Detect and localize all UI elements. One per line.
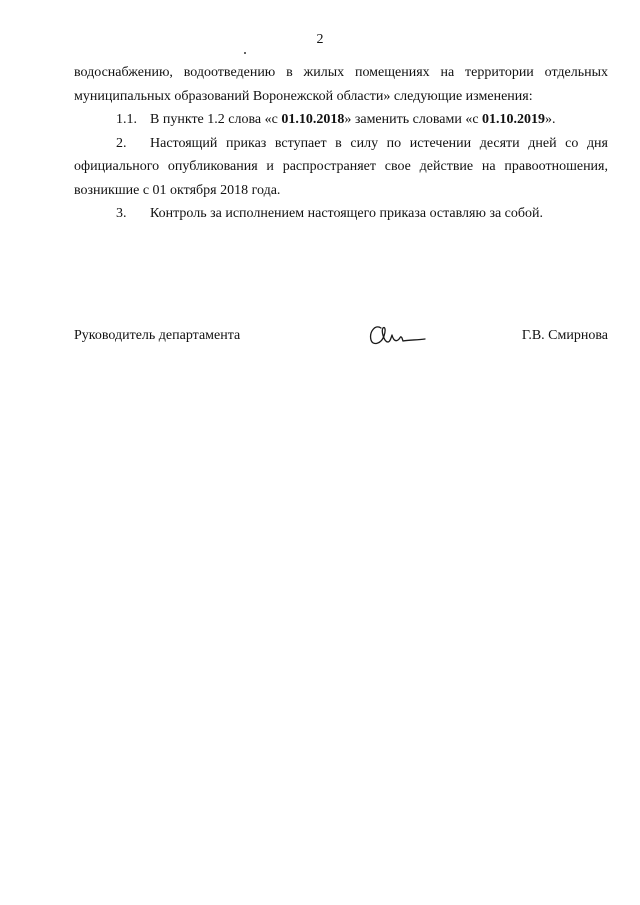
item-text: Контроль за исполнением настоящего приказа оставляю за собой. — [150, 206, 544, 221]
list-item — [74, 132, 608, 203]
item-text-before: В пункте 1.2 слова «с — [150, 112, 282, 127]
item-text-middle: » заменить словами «с — [344, 112, 483, 127]
scan-artifact-dot — [244, 52, 246, 54]
signatory-position: Руководитель департамента — [74, 328, 241, 343]
item-text: Настоящий приказ вступает в силу по истечении десяти дней со дня официального опубликования и распространяет свое действие на правоотношения, возникшие с 01 октября 2018 года. — [74, 135, 608, 198]
item-number: 1.1. — [116, 112, 137, 127]
document-body — [74, 61, 608, 226]
item-text-after: ». — [545, 112, 556, 127]
item-number: 2. — [116, 135, 127, 151]
new-date: 01.10.2019 — [482, 112, 546, 127]
intro-paragraph — [74, 61, 608, 108]
intro-line-2: муниципальных образований Воронежской области» следующие изменения: — [74, 88, 533, 104]
handwritten-signature — [367, 318, 427, 350]
intro-line-1: водоснабжению, водоотведению в жилых помещениях на территории отдельных — [74, 65, 608, 80]
list-item — [74, 202, 608, 226]
page-number: 2 — [316, 32, 324, 47]
item-number: 3. — [116, 206, 127, 221]
old-date: 01.10.2018 — [281, 112, 345, 127]
list-item — [74, 108, 608, 132]
signatory-name: Г.В. Смирнова — [521, 328, 608, 343]
signature-block — [74, 318, 608, 358]
